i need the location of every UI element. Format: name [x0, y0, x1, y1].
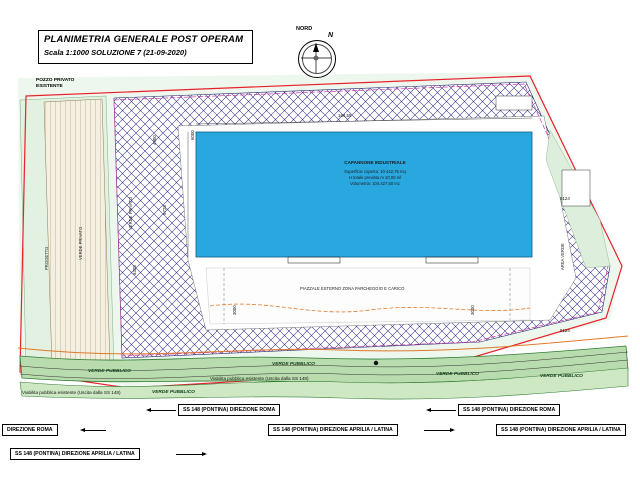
north-label: NORD [296, 26, 313, 32]
compass-needle-icon [298, 40, 334, 76]
north-letter: N [328, 32, 334, 39]
road-arrow-head-1 [146, 408, 151, 412]
building-height: H totale prevista m 10,00 ml [348, 175, 402, 181]
site-plan-map [10, 70, 630, 400]
map-svg [10, 70, 630, 400]
road-arrow-head-2 [426, 408, 431, 412]
building-volume: Volumetria: 104.427,50 mc [350, 181, 400, 187]
page-subtitle: Scala 1:1000 SOLUZIONE 7 (21-09-2020) [44, 48, 187, 57]
road-arrow-head-4 [80, 428, 85, 432]
note-pozzo-privato [36, 78, 74, 90]
dimension-right-upper: 5124 [560, 196, 570, 201]
building-title: CAPANNONE INDUSTRIALE [344, 160, 406, 165]
road-arrow-head-3 [450, 428, 455, 432]
title-block [38, 30, 253, 64]
label-verde-pubblico-4: VERDE PUBBLICO [540, 374, 583, 379]
label-verde-pubblico-3: VERDE PUBBLICO [436, 372, 479, 377]
north-arrow [288, 26, 350, 88]
road-band-ss148-aprilia-2: SS 148 (PONTINA) DIREZIONE APRILIA / LATINA [496, 424, 626, 436]
label-viabilita-2: Viabilita pubblica esistente (Uscita dalla SS 148) [22, 390, 121, 395]
note-pozzo-line2: ESISTENTE [36, 84, 63, 90]
label-verde-pubblico-1: VERDE PUBBLICO [88, 369, 131, 374]
dimension-court-left: 3000 [232, 305, 237, 315]
building-height-dimension: 6000 [190, 130, 195, 140]
road-arrow-line-3 [424, 430, 450, 431]
building-area: Superficie coperta: 10.442,75 mq [344, 169, 406, 174]
building-info-label [300, 160, 450, 187]
label-verde-pubblico-2: VERDE PUBBLICO [272, 362, 315, 367]
road-band-direzione-roma: DIREZIONE ROMA [2, 424, 58, 436]
dimension-right-low: 5124 [560, 328, 570, 333]
label-verde-pubblico-5: VERDE PUBBLICO [152, 390, 195, 395]
road-arrow-line-4 [84, 430, 106, 431]
label-verde-privato-left-2: VERDE PRIVATO [78, 226, 83, 260]
dimension-left-mid: 5725 [162, 205, 167, 215]
label-area-verde-right: AREA VERDE [560, 243, 565, 270]
road-arrow-head-5 [202, 452, 207, 456]
note-pozzo-line1: POZZO PRIVATO [36, 78, 75, 83]
road-arrow-line-1 [150, 410, 176, 411]
page-title: PLANIMETRIA GENERALE POST OPERAM [44, 34, 244, 45]
label-viabilita-1: Viabilita pubblica esistente (Uscita dalla SS 148) [210, 376, 309, 381]
label-parking-area: PIAZZALE ESTERNO ZONA PARCHEGGIO E CARICO [300, 286, 405, 291]
dimension-court-right: 3000 [470, 305, 475, 315]
label-progetto-side: PROGETTO [44, 246, 49, 270]
label-verde-privato-left: VERDE PRIVATO [128, 196, 133, 230]
road-band-ss148-aprilia-1: SS 148 (PONTINA) DIREZIONE APRILIA / LATINA [268, 424, 398, 436]
road-arrow-line-2 [430, 410, 456, 411]
road-band-ss148-roma-2: SS 148 (PONTINA) DIREZIONE ROMA [458, 404, 560, 416]
road-band-ss148-roma-1: SS 148 (PONTINA) DIREZIONE ROMA [178, 404, 280, 416]
building-width-dimension: 164,55 [338, 113, 352, 118]
road-band-ss148-aprilia-3: SS 148 (PONTINA) DIREZIONE APRILIA / LATINA [10, 448, 140, 460]
dimension-left-low: 5325 [132, 265, 137, 275]
road-arrow-line-5 [176, 454, 202, 455]
dimension-left-upper: 4900 [152, 135, 157, 145]
